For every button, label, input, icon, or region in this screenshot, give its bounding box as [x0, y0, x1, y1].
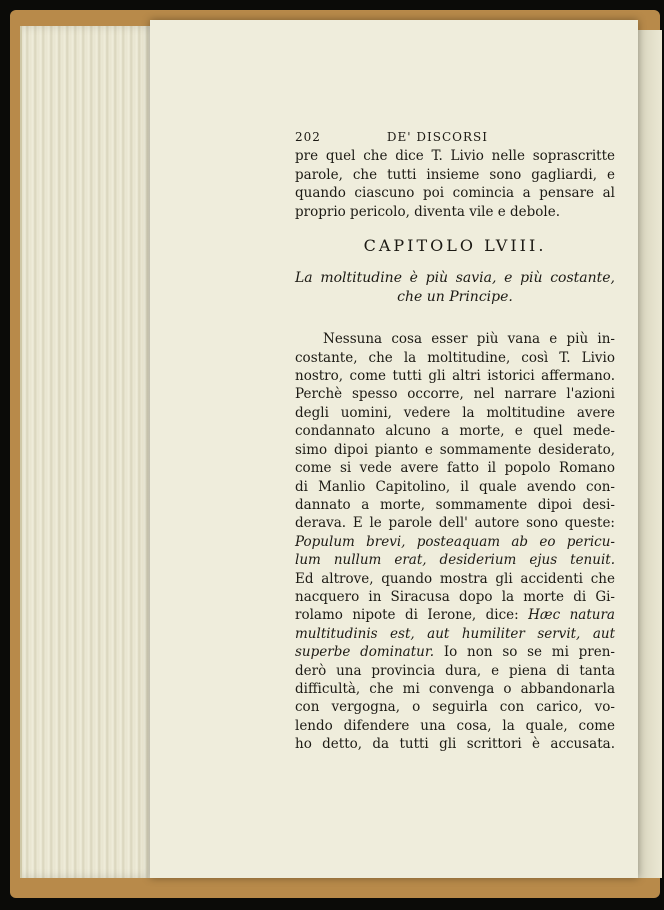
main-paragraph — [295, 330, 615, 753]
text-line: degli uomini, vedere la moltitudine avere — [295, 404, 615, 421]
text-line: simo dipoi pianto e sommamente desiderato, — [295, 441, 615, 458]
stacked-page-edges — [20, 26, 162, 878]
book-page — [150, 20, 638, 878]
text-line: difficultà, che mi convenga o abbandonarla — [295, 680, 615, 697]
subtitle-line-2: che un Principe. — [397, 288, 513, 305]
text-line: costante, che la moltitudine, così T. Livio — [295, 349, 615, 366]
text-line: parole, che tutti insieme sono gagliardi, e — [295, 166, 615, 183]
running-head — [295, 128, 615, 146]
text-line: ho detto, da tutti gli scrittori è accusata. — [295, 736, 615, 753]
text-line: quando ciascuno poi comincia a pensare al — [295, 185, 615, 202]
carryover-paragraph — [295, 147, 615, 221]
page-text-block — [295, 128, 615, 754]
text-line — [295, 533, 615, 551]
text-line: Ed altrove, quando mostra gli accidenti che — [295, 570, 615, 587]
text-line — [295, 625, 615, 643]
text-line: con vergogna, o seguirla con carico, vo- — [295, 699, 615, 716]
text-line: come si vede avere fatto il popolo Romano — [295, 460, 615, 477]
text-line: Nessuna cosa esser più vana e più in- — [323, 331, 615, 348]
subtitle-line-1: La moltitudine è più savia, e più costante, — [295, 270, 615, 287]
text-line: nacquero in Siracusa dopo la morte di Gi- — [295, 588, 615, 605]
latin-quote: multitudinis est, aut humiliter servit, aut — [295, 625, 615, 642]
text-line: di Manlio Capitolino, il quale avendo con- — [295, 478, 615, 495]
text-line: condannato alcuno a morte, e quel mede- — [295, 423, 615, 440]
text-line: Perchè spesso occorre, nel narrare l'azioni — [295, 386, 615, 403]
text-fragment: rolamo nipote di Ierone, dice: — [295, 607, 529, 624]
text-line: derava. E le parole dell' autore sono queste: — [295, 515, 615, 532]
latin-quote: lum nullum erat, desiderium ejus tenuit. — [295, 552, 615, 569]
text-fragment: Io non so se mi pren- — [434, 644, 615, 661]
chapter-subtitle — [295, 269, 615, 306]
facing-page-edge — [638, 30, 662, 878]
page-number: 202 — [295, 130, 321, 144]
text-line — [295, 551, 615, 569]
text-line: derò una provincia dura, e piena di tanta — [295, 662, 615, 679]
latin-quote: Populum brevi, posteaquam ab eo pericu- — [295, 533, 615, 550]
chapter-title: CAPITOLO LVIII. — [363, 236, 547, 256]
text-line: dannato a morte, sommamente dipoi desi- — [295, 496, 615, 513]
text-line: proprio pericolo, diventa vile e debole. — [295, 203, 561, 220]
running-title: DE' DISCORSI — [386, 130, 488, 144]
latin-quote: Hæc natura — [528, 607, 615, 624]
text-line — [295, 643, 615, 661]
text-line: lendo difendere una cosa, la quale, come — [295, 717, 615, 734]
text-line — [295, 606, 615, 624]
latin-quote: superbe dominatur. — [295, 644, 435, 661]
text-line: pre quel che dice T. Livio nelle soprascritte — [295, 148, 615, 165]
text-line: nostro, come tutti gli altri istorici affermano. — [295, 368, 615, 385]
